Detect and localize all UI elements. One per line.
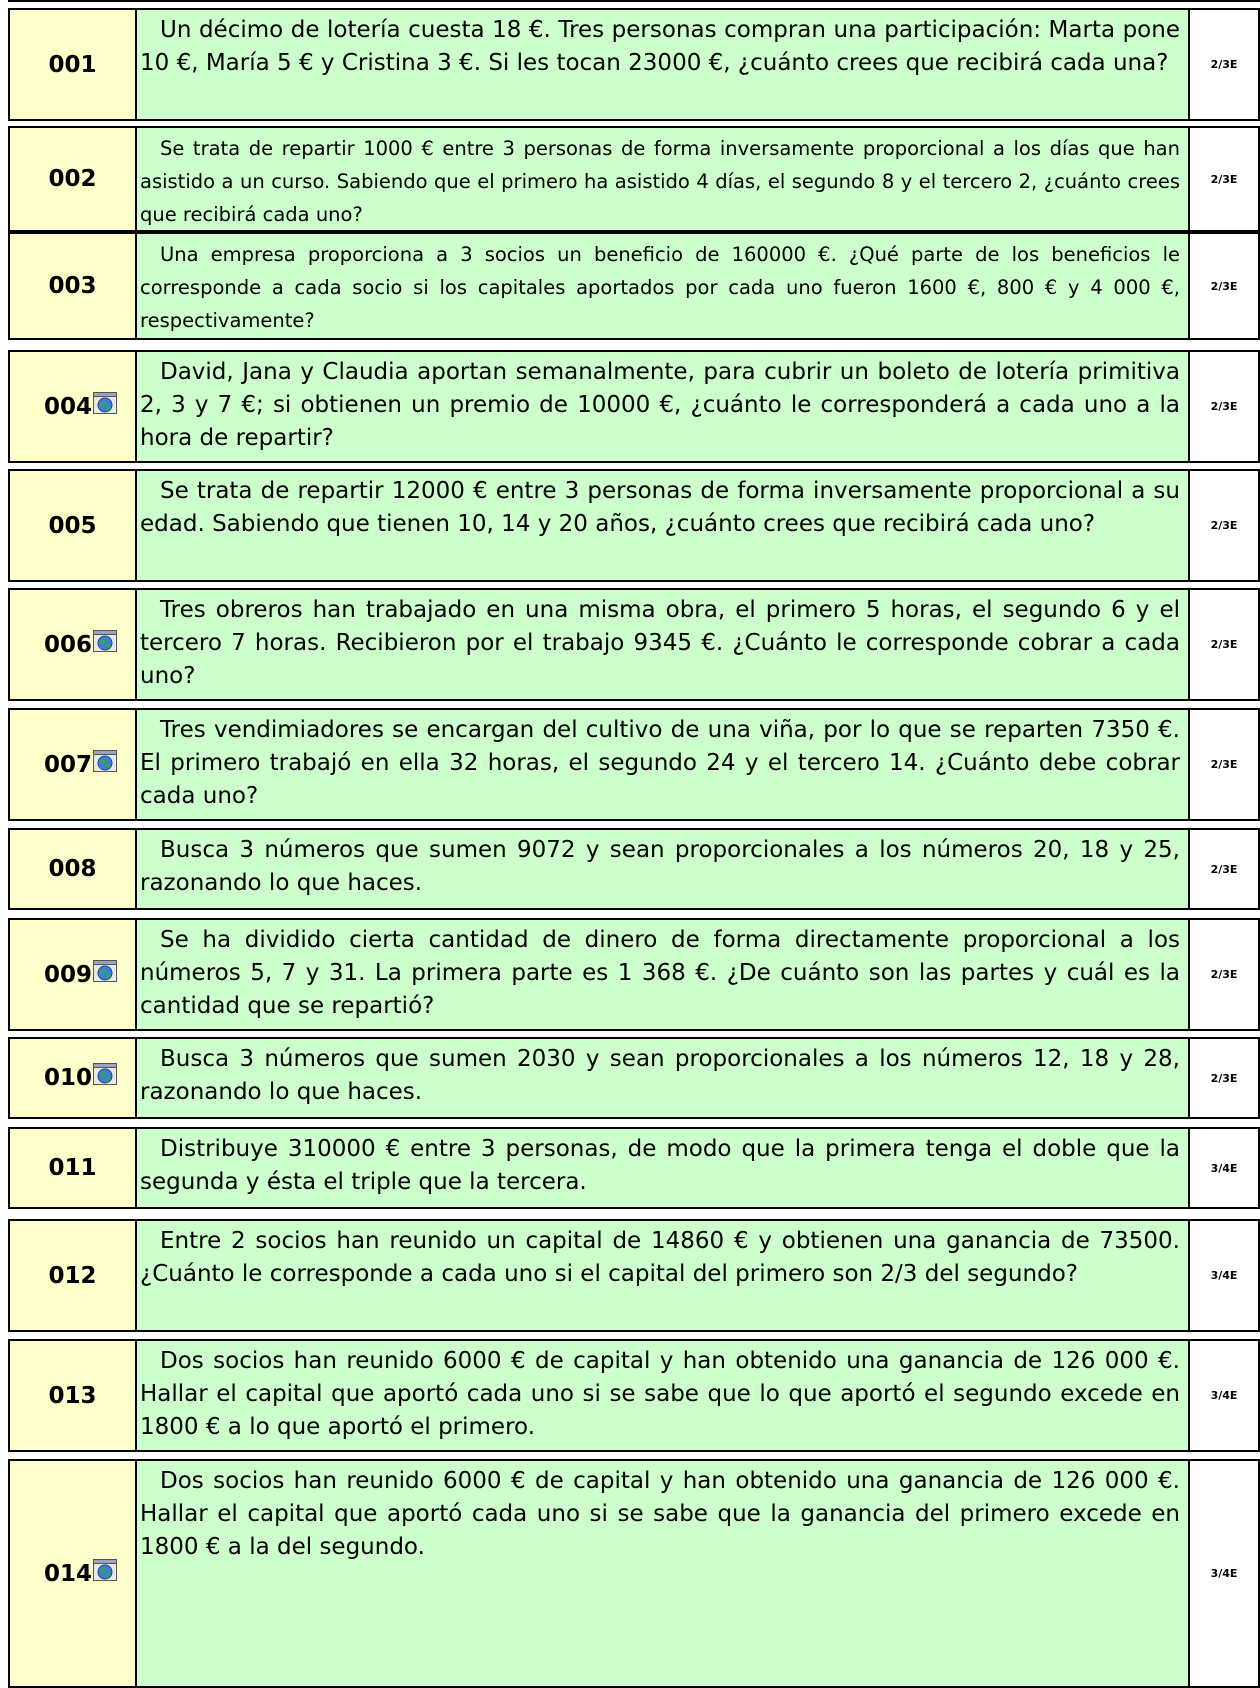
problem-number [10, 128, 137, 230]
problem-row [8, 1127, 1260, 1209]
problem-number [10, 1221, 137, 1330]
problem-text: Dos socios han reunido 6000 € de capital y han obtenido una ganancia de 126 000 €. Hallar el capital que aportó cada uno si se sabe que la ganancia del primero excede en 1800 € a la del segundo. [137, 1461, 1188, 1686]
problem-row [8, 1459, 1260, 1688]
problem-text: Busca 3 números que sumen 2030 y sean proporcionales a los números 12, 18 y 28, razonando lo que haces. [137, 1039, 1188, 1117]
problem-row [8, 232, 1260, 340]
problem-number [10, 471, 137, 580]
problem-number [10, 1129, 137, 1207]
problem-number-label: 006 [44, 631, 93, 658]
problem-number-label: 011 [48, 1155, 97, 1181]
level-label: 2/3E [1188, 1039, 1258, 1117]
web-link-icon[interactable] [93, 1559, 117, 1581]
problem-number [10, 710, 137, 819]
problem-row [8, 8, 1260, 121]
problem-text: Se ha dividido cierta cantidad de dinero de forma directamente proporcional a los números 5, 7 y 31. La primera parte es 1 368 €. ¿De cuánto son las partes y cuál es la cantidad que se repartió? [137, 920, 1188, 1029]
level-label: 2/3E [1188, 234, 1258, 338]
problem-number [10, 590, 137, 699]
problem-text: Una empresa proporciona a 3 socios un beneficio de 160000 €. ¿Qué parte de los beneficios le corresponde a cada socio si los capitales aportados por cada uno fueron 1600 €, 800 € y 4 000 €, respectivamente? [137, 234, 1188, 338]
problem-text: Un décimo de lotería cuesta 18 €. Tres personas compran una participación: Marta pone 10 €, María 5 € y Cristina 3 €. Si les tocan 23000 €, ¿cuánto crees que recibirá cada una? [137, 10, 1188, 119]
level-label: 2/3E [1188, 590, 1258, 699]
web-link-icon[interactable] [93, 960, 117, 982]
problem-row [8, 708, 1260, 821]
problem-number [10, 1341, 137, 1450]
web-link-icon[interactable] [93, 392, 117, 414]
problem-text: Dos socios han reunido 6000 € de capital y han obtenido una ganancia de 126 000 €. Hallar el capital que aportó cada uno si se sabe que lo que aportó el segundo excede en 1800 € a lo que aportó el primero. [137, 1341, 1188, 1450]
level-label: 2/3E [1188, 710, 1258, 819]
level-label: 2/3E [1188, 352, 1258, 461]
problem-number [10, 830, 137, 908]
problem-text: Entre 2 socios han reunido un capital de 14860 € y obtienen una ganancia de 73500. ¿Cuánto le corresponde a cada uno si el capital del primero son 2/3 del segundo? [137, 1221, 1188, 1330]
level-label: 2/3E [1188, 920, 1258, 1029]
problem-number [10, 234, 137, 338]
problem-row [8, 126, 1260, 232]
web-link-icon[interactable] [93, 750, 117, 772]
problem-number-label: 009 [44, 961, 93, 988]
problem-text: Busca 3 números que sumen 9072 y sean proporcionales a los números 20, 18 y 25, razonando lo que haces. [137, 830, 1188, 908]
problem-number-label: 010 [44, 1065, 93, 1091]
problem-number-label: 002 [48, 166, 97, 192]
top-rule [8, 0, 1260, 2]
problem-number-label: 013 [48, 1382, 97, 1409]
level-label: 2/3E [1188, 10, 1258, 119]
problem-number-label: 012 [48, 1262, 97, 1289]
problem-number [10, 920, 137, 1029]
problem-row [8, 350, 1260, 463]
problem-text: Tres vendimiadores se encargan del cultivo de una viña, por lo que se reparten 7350 €. El primero trabajó en ella 32 horas, el segundo 24 y el tercero 14. ¿Cuánto debe cobrar cada uno? [137, 710, 1188, 819]
problem-number [10, 1461, 137, 1686]
problem-text: David, Jana y Claudia aportan semanalmente, para cubrir un boleto de lotería primitiva 2, 3 y 7 €; si obtienen un premio de 10000 €, ¿cuánto le corresponderá a cada uno a la hora de repartir? [137, 352, 1188, 461]
problem-text: Se trata de repartir 1000 € entre 3 personas de forma inversamente proporcional a los días que han asistido a un curso. Sabiendo que el primero ha asistido 4 días, el segundo 8 y el tercero 2, ¿cuánto crees que recibirá cada uno? [137, 128, 1188, 230]
level-label: 3/4E [1188, 1221, 1258, 1330]
problem-row [8, 1219, 1260, 1332]
level-label: 2/3E [1188, 471, 1258, 580]
problem-number-label: 008 [48, 856, 97, 882]
problem-row [8, 469, 1260, 582]
level-label: 2/3E [1188, 128, 1258, 230]
problem-number-label: 005 [48, 512, 97, 539]
problem-number [10, 10, 137, 119]
level-label: 3/4E [1188, 1129, 1258, 1207]
problem-number [10, 1039, 137, 1117]
web-link-icon[interactable] [93, 630, 117, 652]
problem-number-label: 004 [44, 393, 93, 420]
problem-number-label: 007 [44, 751, 93, 778]
level-label: 2/3E [1188, 830, 1258, 908]
problem-row [8, 828, 1260, 910]
problem-text: Distribuye 310000 € entre 3 personas, de modo que la primera tenga el doble que la segunda y ésta el triple que la tercera. [137, 1129, 1188, 1207]
problem-number-label: 003 [48, 273, 97, 299]
level-label: 3/4E [1188, 1341, 1258, 1450]
problem-row [8, 1037, 1260, 1119]
problem-text: Tres obreros han trabajado en una misma obra, el primero 5 horas, el segundo 6 y el tercero 7 horas. Recibieron por el trabajo 9345 €. ¿Cuánto le corresponde cobrar a cada uno? [137, 590, 1188, 699]
problem-row [8, 1339, 1260, 1452]
web-link-icon[interactable] [93, 1063, 117, 1085]
problem-number [10, 352, 137, 461]
problem-row [8, 918, 1260, 1031]
problem-text: Se trata de repartir 12000 € entre 3 personas de forma inversamente proporcional a su edad. Sabiendo que tienen 10, 14 y 20 años, ¿cuánto crees que recibirá cada uno? [137, 471, 1188, 580]
problem-number-label: 001 [48, 51, 97, 78]
problem-number-label: 014 [44, 1560, 93, 1587]
problem-row [8, 588, 1260, 701]
level-label: 3/4E [1188, 1461, 1258, 1686]
